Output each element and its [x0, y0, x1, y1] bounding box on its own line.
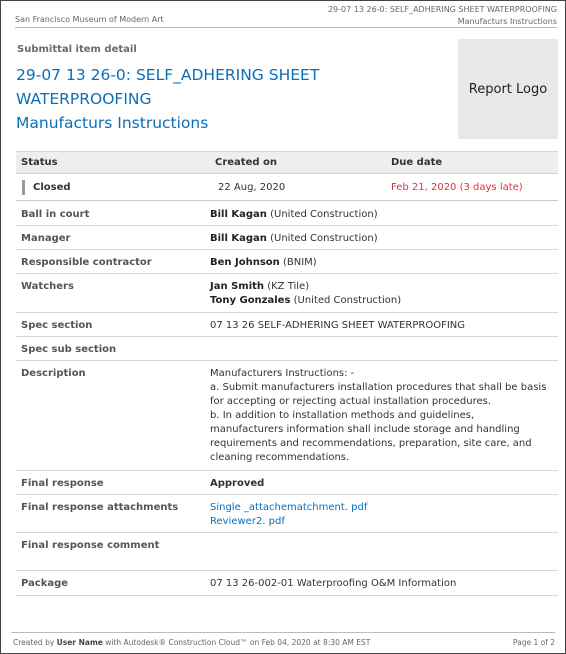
watchers-label: Watchers [21, 281, 74, 292]
footer-created-by [13, 638, 370, 647]
status-table-header [16, 151, 558, 174]
manager-label: Manager [21, 233, 71, 244]
ball-in-court-org: (United Construction) [266, 209, 378, 220]
ball-in-court-name: Bill Kagan [210, 209, 267, 220]
manager-value [210, 232, 550, 246]
watcher-1-name: Jan Smith [210, 281, 265, 292]
row-spec-section [16, 313, 558, 337]
contractor-name: Ben Johnson [210, 257, 280, 268]
ball-in-court-value [210, 208, 550, 222]
footer-created-prefix: Created by [13, 638, 57, 647]
final-response-comment-label: Final response comment [21, 540, 160, 551]
section-kicker: Submittal item detail [17, 44, 137, 55]
created-header: Created on [215, 157, 277, 168]
description-intro: Manufacturers Instructions: - [210, 368, 355, 379]
final-response-label: Final response [21, 478, 104, 489]
contractor-label: Responsible contractor [21, 257, 152, 268]
status-table-row [16, 174, 558, 201]
row-responsible-contractor [16, 250, 558, 274]
row-final-response [16, 471, 558, 495]
header-org: San Francisco Museum of Modern Art [15, 15, 164, 24]
description-item-b: b. In addition to installation methods and guidelines, manufacturers information shall include storage and handling requirements and recommendations, preparation, site care, and cleaning recommendations. [210, 410, 532, 463]
manager-name: Bill Kagan [210, 233, 267, 244]
page-title [16, 63, 446, 135]
attachments-value [210, 501, 550, 529]
footer-page-number: Page 1 of 2 [512, 638, 555, 647]
header-ref-line1: 29-07 13 26-0: SELF_ADHERING SHEET WATERPROOFING [327, 5, 557, 14]
watcher-1 [210, 280, 550, 294]
report-logo-text: Report Logo [468, 81, 548, 97]
title-line1: 29-07 13 26-0: SELF_ADHERING SHEET WATERPROOFING [16, 66, 320, 108]
row-description [16, 361, 558, 471]
header-item-ref [328, 4, 557, 28]
title-line2: Manufacturs Instructions [16, 114, 209, 132]
watcher-2 [210, 294, 550, 308]
spec-section-label: Spec section [21, 320, 93, 331]
row-final-response-attachments [16, 495, 558, 533]
detail-list [16, 202, 558, 596]
status-header: Status [21, 157, 58, 168]
manager-org: (United Construction) [266, 233, 378, 244]
header-ref-line2: Manufacturs Instructions [457, 17, 557, 26]
attachments-label: Final response attachments [21, 502, 179, 513]
status-value: Closed [33, 182, 71, 193]
watcher-2-name: Tony Gonzales [210, 295, 291, 306]
row-watchers [16, 274, 558, 313]
description-item-a: a. Submit manufacturers installation procedures that shall be basis for accepting or rejecting actual installation procedures. [210, 382, 547, 407]
contractor-value [210, 256, 550, 270]
footer-user-name: User Name [56, 638, 103, 647]
report-logo-placeholder [458, 39, 558, 139]
created-value: 22 Aug, 2020 [218, 182, 286, 193]
description-label: Description [21, 368, 86, 379]
footer-divider [11, 632, 555, 633]
row-ball-in-court [16, 202, 558, 226]
watcher-2-org: (United Construction) [290, 295, 402, 306]
attachment-link-1[interactable]: Single _attachematchment. pdf [210, 502, 368, 513]
header-divider [15, 27, 557, 28]
watcher-1-org: (KZ Tile) [264, 281, 310, 292]
status-table [16, 151, 558, 201]
final-response-value: Approved [210, 478, 265, 489]
row-package [16, 571, 558, 596]
package-label: Package [21, 578, 69, 589]
ball-in-court-label: Ball in court [21, 209, 90, 220]
attachment-link-2[interactable]: Reviewer2. pdf [210, 516, 285, 527]
status-indicator-bar [22, 180, 25, 195]
description-value [210, 367, 550, 465]
spec-section-value: 07 13 26 SELF-ADHERING SHEET WATERPROOFING [210, 320, 465, 331]
watchers-value [210, 280, 550, 308]
due-header: Due date [391, 157, 443, 168]
row-final-response-comment [16, 533, 558, 571]
due-value: Feb 21, 2020 (3 days late) [391, 182, 523, 193]
package-link[interactable]: 07 13 26-002-01 Waterproofing O&M Information [210, 578, 457, 589]
spec-sub-section-label: Spec sub section [21, 344, 117, 355]
row-spec-sub-section [16, 337, 558, 361]
footer-created-suffix: with Autodesk® Construction Cloud™ on Feb 04, 2020 at 8:30 AM EST [102, 638, 371, 647]
contractor-org: (BNIM) [279, 257, 317, 268]
row-manager [16, 226, 558, 250]
